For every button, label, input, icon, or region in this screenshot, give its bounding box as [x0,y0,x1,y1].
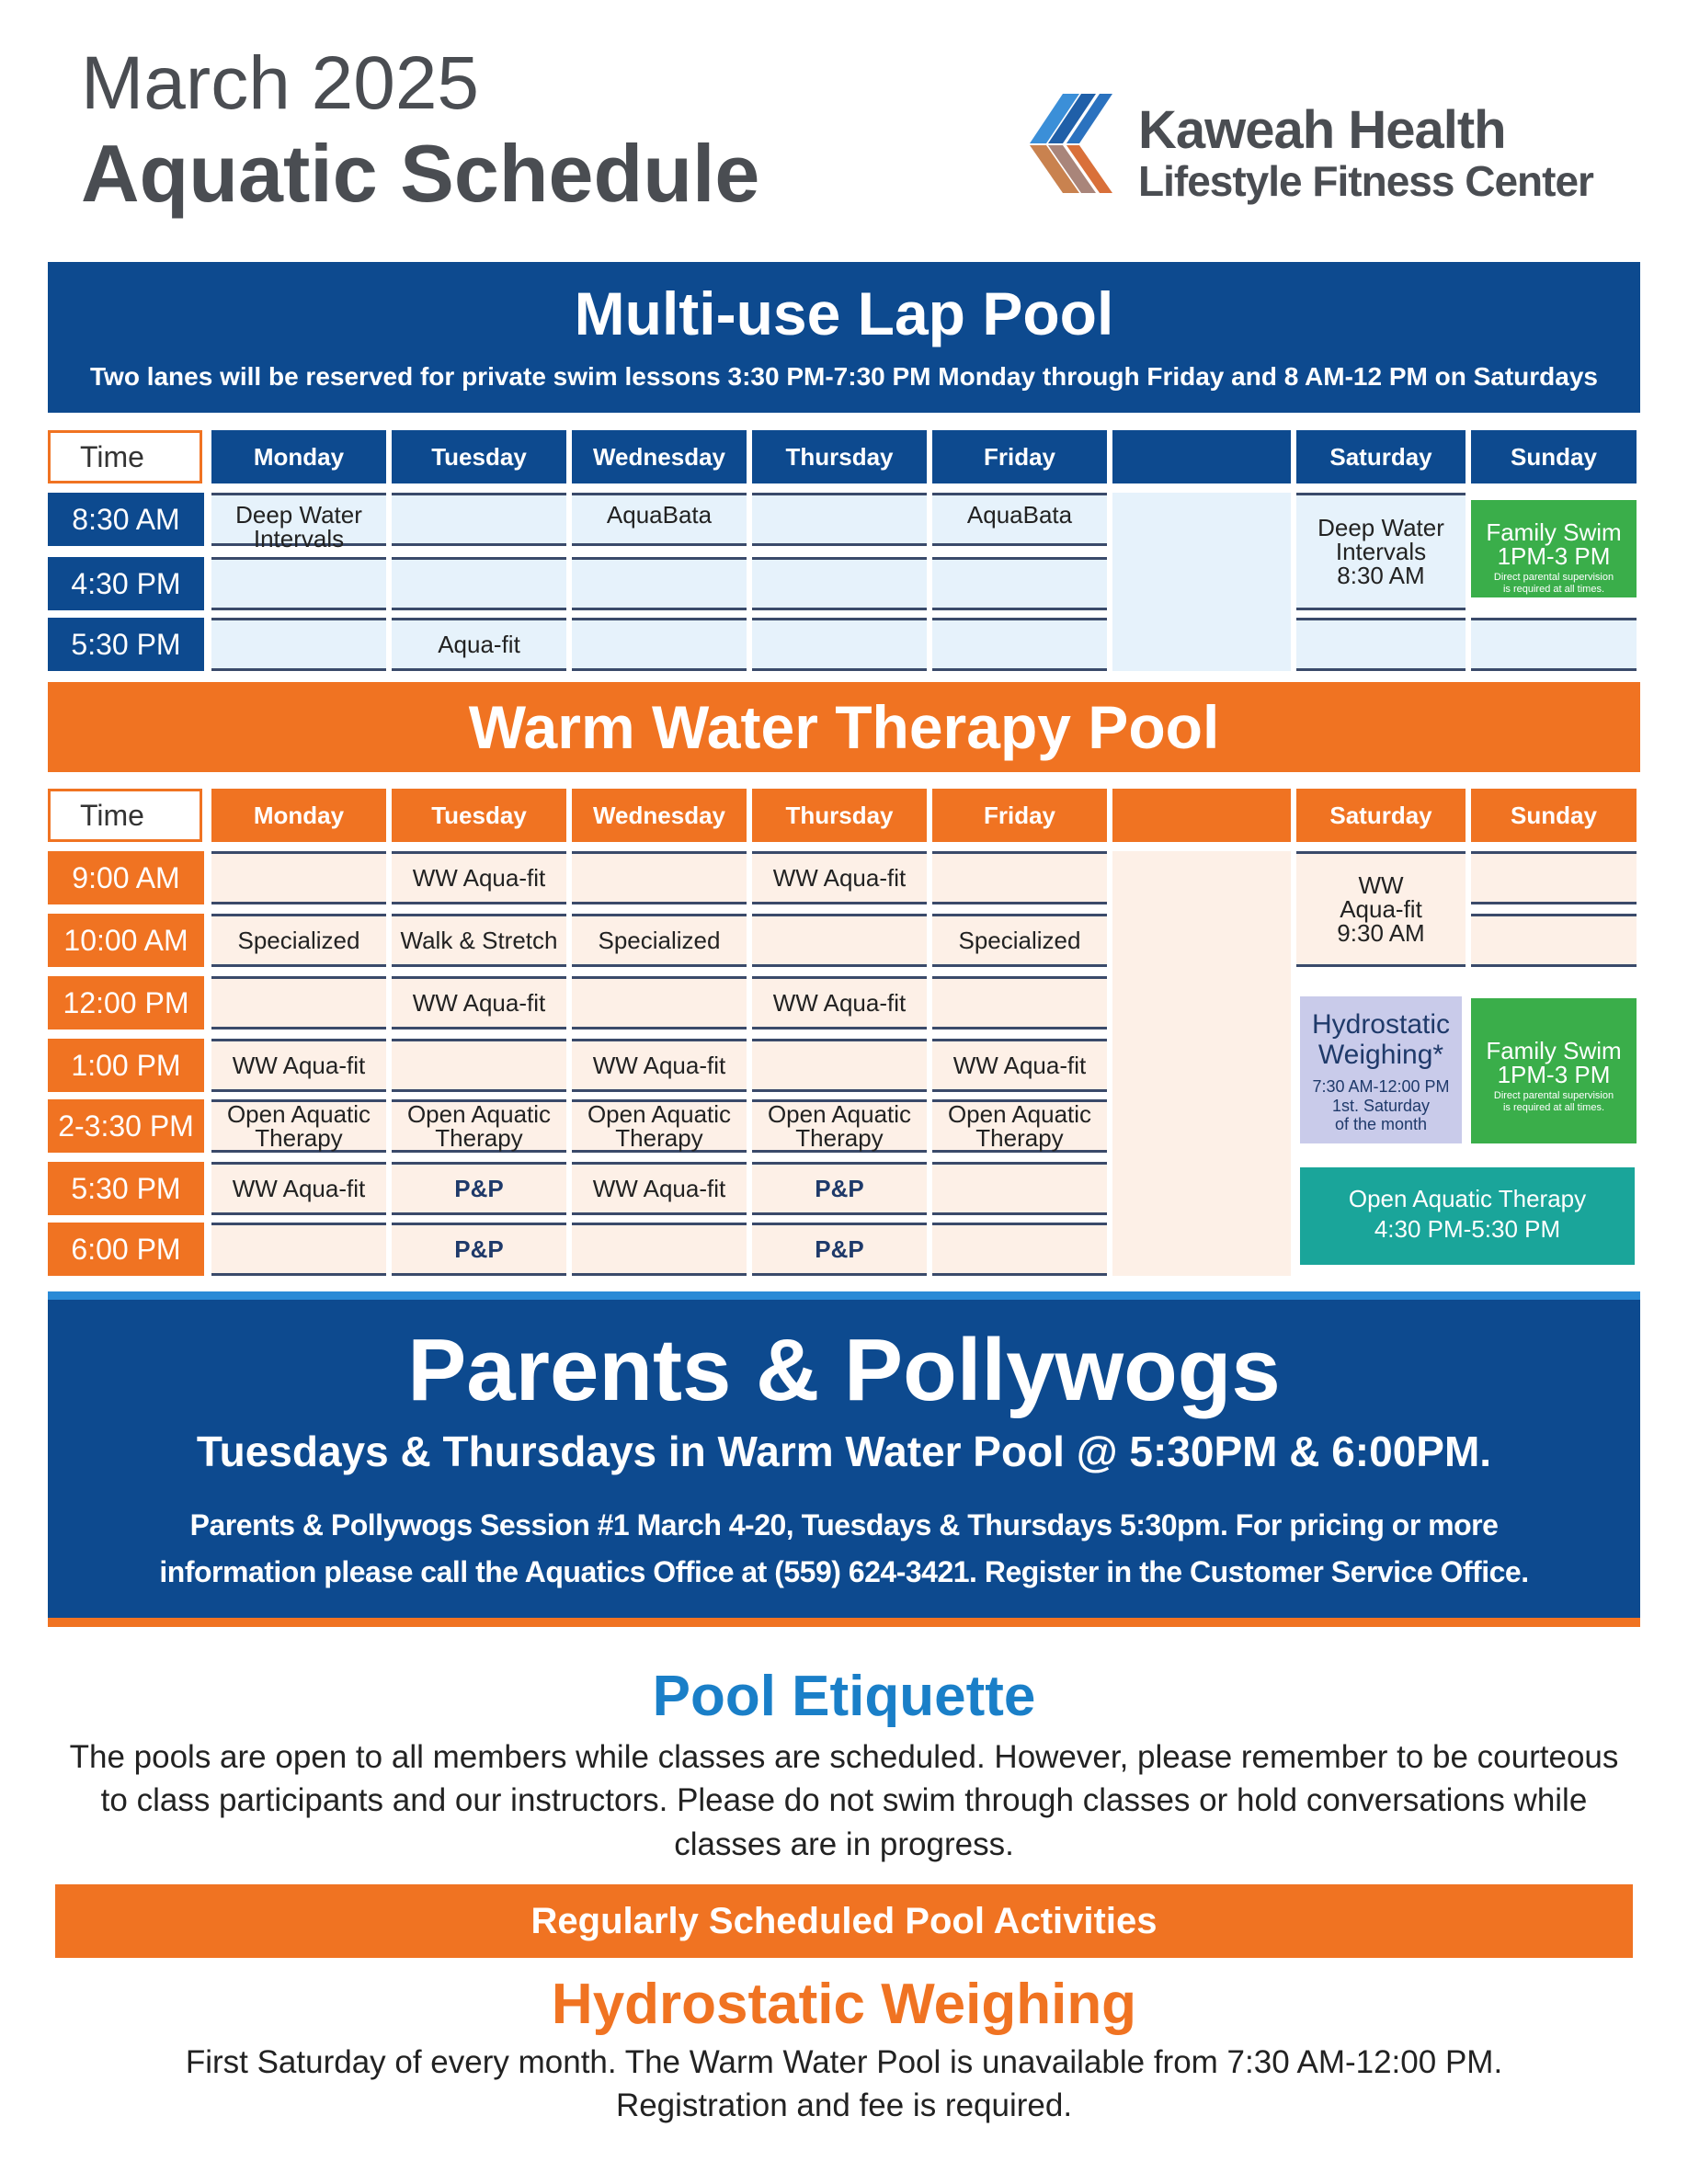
time-slot: 1:00 PM [48,1039,204,1092]
empty-cell [211,1223,386,1276]
logo-name: Kaweah Health [1138,100,1506,160]
time-slot: 8:30 AM [48,493,204,546]
class-cell: WW Aqua-fit [211,1039,386,1092]
spacer-column [1112,851,1291,1276]
divider [48,1291,1640,1300]
hydrostatic-title: Hydrostatic Weighing [551,1973,1137,2036]
saturday-class-cell: Deep Water Intervals 8:30 AM [1296,493,1466,610]
family-swim-block [1471,500,1637,597]
empty-cell [1471,851,1637,904]
empty-cell [1471,618,1637,671]
etiquette-title: Pool Etiquette [652,1665,1036,1728]
day-header-friday: Friday [932,430,1107,483]
empty-cell [572,557,747,610]
empty-cell [752,618,927,671]
empty-cell [1471,914,1637,967]
class-cell: AquaBata [932,493,1107,546]
day-header-wednesday: Wednesday [572,430,747,483]
class-cell: AquaBata [572,493,747,546]
day-header-sunday: Sunday [1471,430,1637,483]
empty-cell [572,851,747,904]
logo-subtitle: Lifestyle Fitness Center [1138,157,1593,205]
day-header-sunday: Sunday [1471,789,1637,842]
class-cell: WW Aqua-fit [752,976,927,1029]
class-cell: P&P [752,1223,927,1276]
class-cell: P&P [392,1162,566,1215]
class-cell: Specialized [572,914,747,967]
lap-pool-title: Multi-use Lap Pool [574,279,1114,347]
empty-cell [392,493,566,546]
empty-cell [211,618,386,671]
empty-cell [932,1223,1107,1276]
lap-pool-note: Two lanes will be reserved for private swim lessons 3:30 PM-7:30 PM Monday through Friday and 8 AM-12 PM on Saturdays [90,361,1598,391]
divider [48,1618,1640,1627]
pollywogs-title: Parents & Pollywogs [407,1321,1281,1419]
blank-day-header [1112,789,1291,842]
pollywogs-details: Parents & Pollywogs Session #1 March 4-20, Tuesdays & Thursdays 5:30pm. For pricing or more information please call the Aquatics Office at (559) 624-3421. Register in the Customer Service Office. [159,1507,1529,1588]
empty-cell [752,557,927,610]
page-title-month: March 2025 [81,41,480,125]
etiquette-text: The pools are open to all members while classes are scheduled. However, please remember to be courteous to class participants and our instructors. Please do not swim through classes or hold conversations while classes are in progress. [69,1739,1619,1862]
class-cell: WW Aqua-fit [572,1039,747,1092]
class-cell: Open Aquatic Therapy [932,1099,1107,1153]
empty-cell [932,976,1107,1029]
family-swim-title: Family Swim 1PM-3 PM [1486,1037,1622,1088]
blank-day-header [1112,430,1291,483]
page-title: Aquatic Schedule [81,128,760,219]
class-cell: WW Aqua-fit [392,976,566,1029]
class-cell: Open Aquatic Therapy [752,1099,927,1153]
family-swim-title: Family Swim 1PM-3 PM [1486,518,1622,570]
empty-cell [572,618,747,671]
day-header-tuesday: Tuesday [392,789,566,842]
logo [1028,92,1635,205]
day-header-thursday: Thursday [752,789,927,842]
empty-cell [752,493,927,546]
empty-cell [211,851,386,904]
empty-cell [1296,618,1466,671]
time-slot: 6:00 PM [48,1223,204,1276]
empty-cell [752,914,927,967]
empty-cell [752,1039,927,1092]
pollywogs-subtitle: Tuesdays & Thursdays in Warm Water Pool @ 5:30PM & 6:00PM. [196,1427,1492,1475]
day-header-thursday: Thursday [752,430,927,483]
empty-cell [932,1162,1107,1215]
empty-cell [211,557,386,610]
empty-cell [932,557,1107,610]
class-cell: Open Aquatic Therapy [211,1099,386,1153]
family-swim-note: Direct parental supervision is required at all times. [1493,572,1614,596]
empty-cell [392,557,566,610]
class-cell: Aqua-fit [392,618,566,671]
class-cell: Specialized [211,914,386,967]
class-cell: Open Aquatic Therapy [572,1099,747,1153]
day-header-tuesday: Tuesday [392,430,566,483]
class-cell: WW Aqua-fit [932,1039,1107,1092]
day-header-saturday: Saturday [1296,430,1466,483]
time-header: Time [48,430,202,483]
empty-cell [572,976,747,1029]
warm-pool-banner: Warm Water Therapy Pool [48,682,1640,772]
family-swim-block [1471,998,1637,1143]
time-slot: 4:30 PM [48,557,204,610]
class-cell: P&P [752,1162,927,1215]
hydrostatic-block-detail: 7:30 AM-12:00 PM 1st. Saturday of the month [1312,1077,1450,1134]
empty-cell [392,1039,566,1092]
class-cell: P&P [392,1223,566,1276]
empty-cell [211,976,386,1029]
empty-cell [572,1223,747,1276]
day-header-friday: Friday [932,789,1107,842]
class-cell: Deep Water Intervals [211,493,386,546]
class-cell: Open Aquatic Therapy [392,1099,566,1153]
hydrostatic-text: First Saturday of every month. The Warm Water Pool is unavailable from 7:30 AM-12:00 PM. Registration and fee is required. [185,2044,1503,2124]
logo-mark-icon [1028,92,1131,195]
regular-activities-banner: Regularly Scheduled Pool Activities [55,1884,1633,1958]
empty-cell [932,618,1107,671]
pollywogs-banner [48,1291,1640,1618]
time-slot: 2-3:30 PM [48,1099,204,1153]
class-cell: WW Aqua-fit [752,851,927,904]
lap-pool-banner [48,262,1640,413]
family-swim-note: Direct parental supervision is required at all times. [1493,1090,1614,1114]
open-therapy-weekend-block: Open Aquatic Therapy 4:30 PM-5:30 PM [1300,1167,1635,1265]
class-cell: Specialized [932,914,1107,967]
time-slot: 9:00 AM [48,851,204,904]
spacer-column [1112,493,1291,671]
time-slot: 5:30 PM [48,618,204,671]
day-header-saturday: Saturday [1296,789,1466,842]
class-cell: WW Aqua-fit [392,851,566,904]
day-header-monday: Monday [211,430,386,483]
hydrostatic-block [1300,996,1462,1143]
class-cell: Walk & Stretch [392,914,566,967]
class-cell: WW Aqua-fit [572,1162,747,1215]
time-slot: 12:00 PM [48,976,204,1029]
time-slot: 5:30 PM [48,1162,204,1215]
day-header-wednesday: Wednesday [572,789,747,842]
hydrostatic-block-title: Hydrostatic Weighing* [1311,1009,1451,1070]
time-header: Time [48,789,202,842]
time-slot: 10:00 AM [48,914,204,967]
class-cell: WW Aqua-fit [211,1162,386,1215]
day-header-monday: Monday [211,789,386,842]
saturday-class-cell: WW Aqua-fit 9:30 AM [1296,851,1466,967]
empty-cell [932,851,1107,904]
